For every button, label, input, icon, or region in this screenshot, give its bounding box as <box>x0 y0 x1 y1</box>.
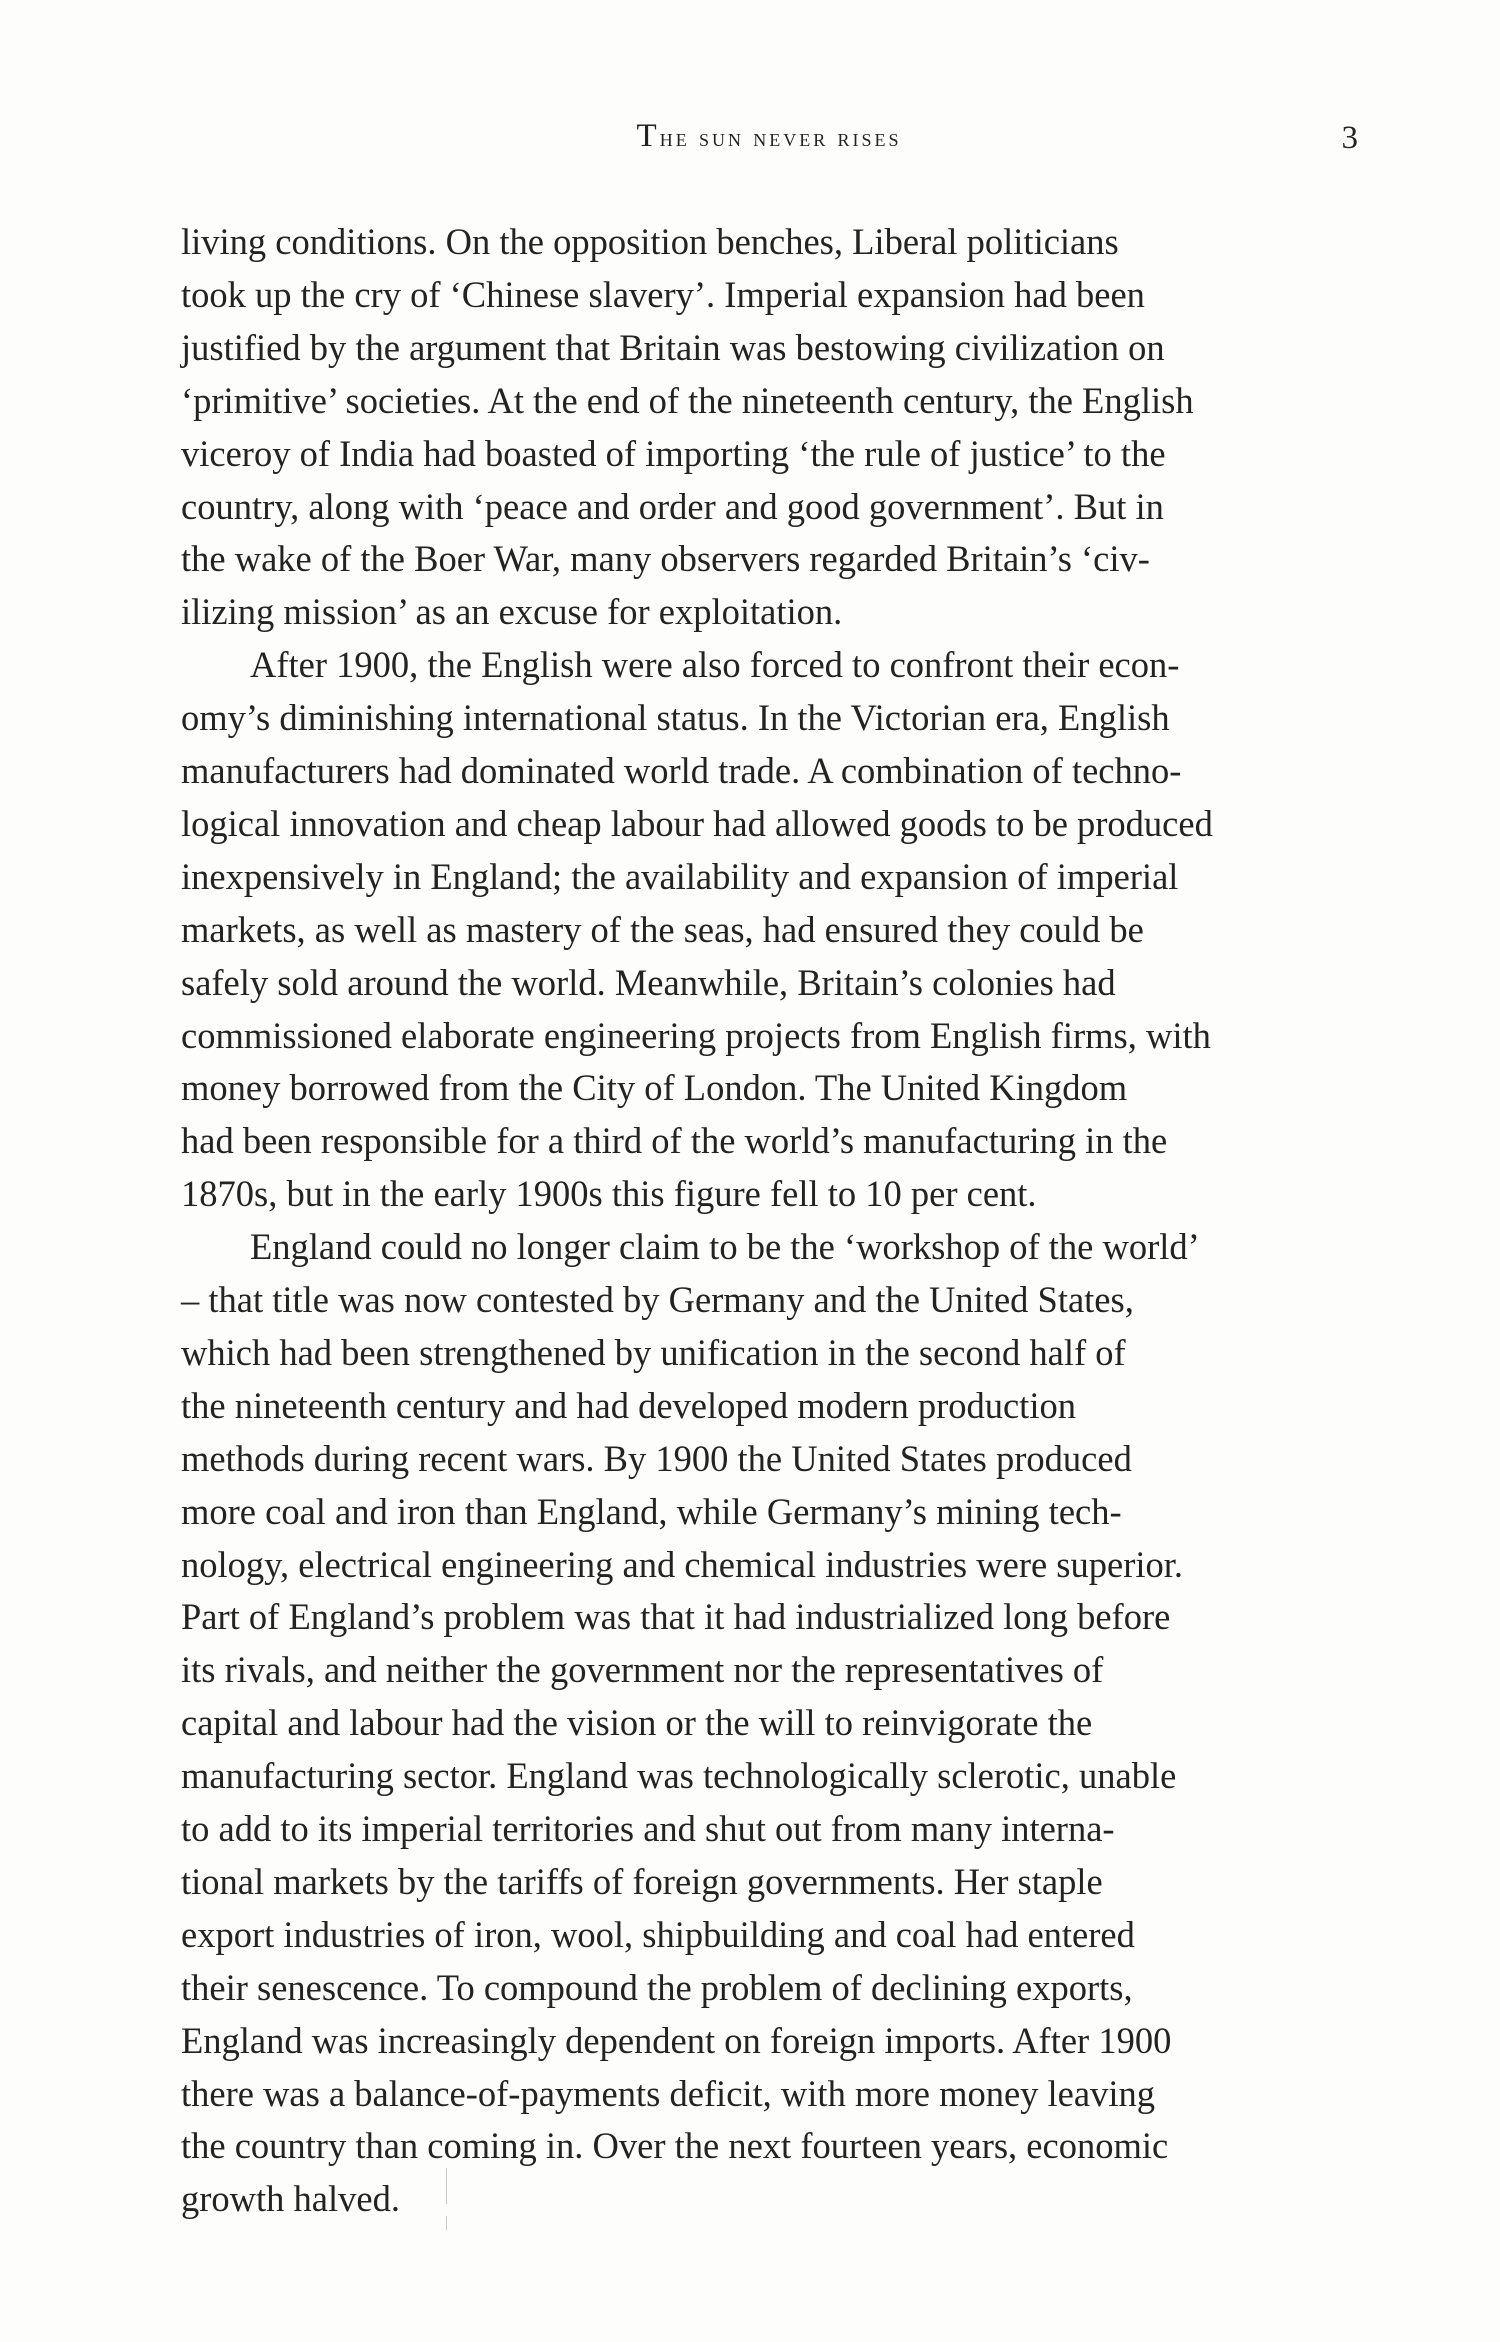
text-line: the wake of the Boer War, many observers regarded Britain’s ‘civ- <box>181 538 1150 580</box>
running-head <box>0 110 1500 160</box>
running-title <box>557 118 981 157</box>
text-line: Part of England’s problem was that it had industrialized long before <box>181 1596 1171 1638</box>
text-line: inexpensively in England; the availability and expansion of imperial <box>181 855 1179 897</box>
running-title-initial: T <box>636 118 660 154</box>
text-line: safely sold around the world. Meanwhile, Britain’s colonies had <box>181 961 1116 1003</box>
text-line: – that title was now contested by Germany and the United States, <box>181 1279 1134 1320</box>
text-line: markets, as well as mastery of the seas, had ensured they could be <box>181 908 1144 950</box>
text-line: money borrowed from the City of London. The United Kingdom <box>181 1067 1128 1109</box>
text-line: export industries of iron, wool, shipbuilding and coal had entered <box>181 1913 1135 1955</box>
text-line: country, along with ‘peace and order and good government’. But in <box>181 485 1164 527</box>
text-line: living conditions. On the opposition benches, Liberal politicians <box>181 221 1119 262</box>
page-number: 3 <box>1341 120 1358 156</box>
text-line: there was a balance-of-payments deficit, with more money leaving <box>181 2072 1155 2114</box>
text-line: manufacturers had dominated world trade. A combination of techno- <box>181 750 1182 791</box>
text-line: growth halved. <box>181 2178 400 2220</box>
text-line: capital and labour had the vision or the will to reinvigorate the <box>181 1702 1093 1744</box>
text-line: commissioned elaborate engineering projects from English firms, with <box>181 1014 1211 1056</box>
text-line: 1870s, but in the early 1900s this figure fell to 10 per cent. <box>181 1173 1037 1215</box>
text-line: nology, electrical engineering and chemical industries were superior. <box>181 1543 1184 1585</box>
text-line: viceroy of India had boasted of importing ‘the rule of justice’ to the <box>181 432 1166 474</box>
scan-artifact-mark <box>446 2216 447 2230</box>
running-title-rest: he sun never rises <box>659 125 902 152</box>
text-line: England could no longer claim to be the ‘workshop of the world’ <box>250 1226 1200 1268</box>
text-line: England was increasingly dependent on foreign imports. After 1900 <box>181 2019 1172 2061</box>
text-line: to add to its imperial territories and shut out from many interna- <box>181 1808 1115 1849</box>
text-line: its rivals, and neither the government nor the representatives of <box>181 1649 1104 1691</box>
text-line: took up the cry of ‘Chinese slavery’. Imperial expansion had been <box>181 273 1145 315</box>
text-line: logical innovation and cheap labour had allowed goods to be produced <box>181 802 1213 844</box>
text-line: the country than coming in. Over the next fourteen years, economic <box>181 2125 1169 2167</box>
text-line: tional markets by the tariffs of foreign governments. Her staple <box>181 1860 1103 1902</box>
text-line: manufacturing sector. England was technologically sclerotic, unable <box>181 1755 1177 1797</box>
text-line: ‘primitive’ societies. At the end of the nineteenth century, the English <box>181 379 1194 421</box>
text-line: omy’s diminishing international status. In the Victorian era, English <box>181 697 1170 739</box>
text-line: had been responsible for a third of the world’s manufacturing in the <box>181 1120 1168 1162</box>
text-line: more coal and iron than England, while Germany’s mining tech- <box>181 1490 1122 1532</box>
text-line: ilizing mission’ as an excuse for exploitation. <box>181 591 843 633</box>
text-line: which had been strengthened by unification in the second half of <box>181 1331 1126 1373</box>
text-line: the nineteenth century and had developed modern production <box>181 1384 1076 1426</box>
text-line: methods during recent wars. By 1900 the United States produced <box>181 1437 1132 1479</box>
text-line: After 1900, the English were also forced to confront their econ- <box>250 644 1180 686</box>
text-line: their senescence. To compound the problem of declining exports, <box>181 1966 1133 2008</box>
text-line: justified by the argument that Britain was bestowing civilization on <box>181 326 1165 368</box>
scan-artifact-mark <box>446 2168 447 2204</box>
